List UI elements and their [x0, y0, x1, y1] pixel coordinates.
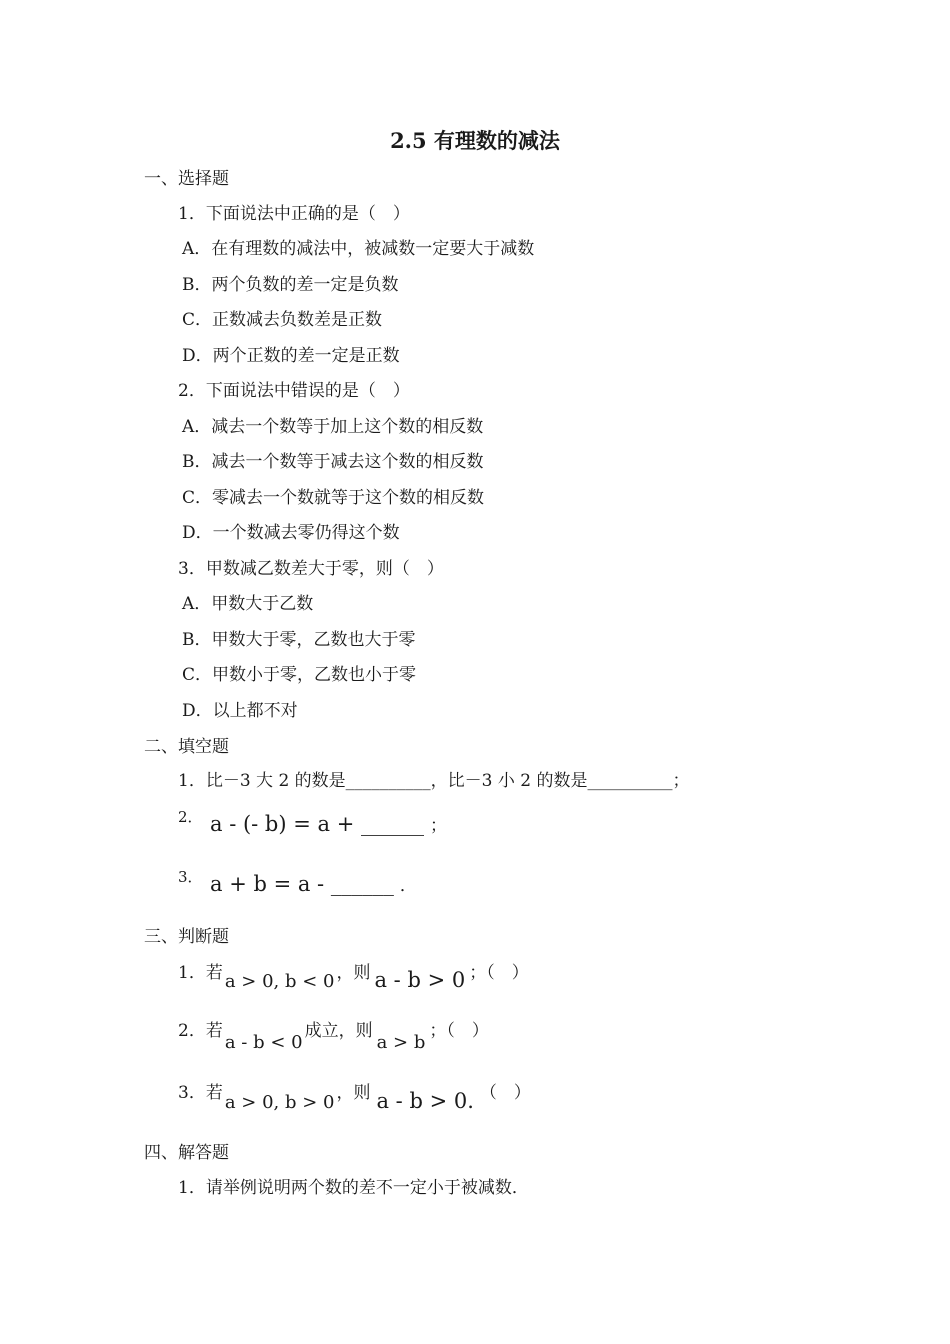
- answer-question-1: 1．请举例说明两个数的差不一定小于被减数．: [178, 1178, 529, 1198]
- fill-q3-tail: ．: [399, 876, 417, 896]
- q1-option-d: D．两个正数的差一定是正数: [182, 346, 400, 366]
- judge-q3-prefix: 3．若: [178, 1083, 223, 1103]
- judge-q2-mid: 成立，则: [304, 1021, 373, 1041]
- q3-option-a: A．甲数大于乙数: [182, 594, 314, 614]
- q3-option-d: D．以上都不对: [182, 701, 298, 721]
- judge-q2-prefix: 2．若: [178, 1021, 223, 1041]
- judge-q2-conclusion: a > b: [376, 1032, 426, 1053]
- fill-q3-expression: [210, 871, 417, 896]
- judge-q2-tail: ；（ ）: [429, 1021, 489, 1041]
- fill-q2-expr-text: a - (- b) = a + ______: [210, 812, 424, 836]
- section-heading-fill: 二、填空题: [144, 737, 229, 757]
- q2-option-a: A．减去一个数等于加上这个数的相反数: [182, 417, 484, 437]
- judge-q1-tail: ；（ ）: [469, 963, 529, 983]
- question-2-stem: 2．下面说法中错误的是（ ）: [178, 381, 410, 401]
- judge-question-2: [178, 1016, 489, 1053]
- section-heading-answer: 四、解答题: [144, 1143, 229, 1163]
- question-1-stem: 1．下面说法中正确的是（ ）: [178, 204, 410, 224]
- judge-q3-conclusion: a - b > 0.: [376, 1089, 474, 1113]
- judge-question-3: [178, 1078, 531, 1113]
- q3-option-b: B．甲数大于零，乙数也大于零: [182, 630, 416, 650]
- fill-q2-expression: [210, 811, 447, 836]
- judge-question-1: [178, 958, 529, 992]
- judge-q3-condition: a > 0, b > 0: [224, 1092, 335, 1113]
- fill-q3-expr-text: a + b = a - ______: [210, 872, 394, 896]
- section-heading-choice: 一、选择题: [144, 169, 229, 189]
- q1-option-c: C．正数减去负数差是正数: [182, 310, 383, 330]
- q3-option-c: C．甲数小于零，乙数也小于零: [182, 665, 417, 685]
- judge-q1-prefix: 1．若: [178, 963, 223, 983]
- q1-option-a: A．在有理数的减法中，被减数一定要大于减数: [182, 239, 535, 259]
- judge-q2-condition: a - b < 0: [224, 1032, 303, 1053]
- judge-q1-conclusion: a - b > 0: [374, 968, 466, 992]
- question-3-stem: 3．甲数减乙数差大于零，则（ ）: [178, 559, 444, 579]
- fill-q3-number: 3．: [178, 868, 203, 886]
- q1-option-b: B．两个负数的差一定是负数: [182, 275, 399, 295]
- judge-q1-condition: a > 0, b < 0: [224, 971, 335, 992]
- q2-option-c: C．零减去一个数就等于这个数的相反数: [182, 488, 485, 508]
- fill-question-2: [178, 806, 203, 827]
- page-title: 2.5 有理数的减法: [390, 128, 560, 153]
- fill-q2-number: 2．: [178, 808, 203, 826]
- q2-option-d: D．一个数减去零仍得这个数: [182, 523, 400, 543]
- judge-q1-mid: ，则: [336, 963, 371, 983]
- section-heading-judge: 三、判断题: [144, 927, 229, 947]
- judge-q3-mid: ，则: [336, 1083, 371, 1103]
- judge-q3-tail: （ ）: [479, 1083, 531, 1103]
- fill-q2-tail: ；: [429, 816, 447, 836]
- q2-option-b: B．减去一个数等于减去这个数的相反数: [182, 452, 484, 472]
- fill-question-1: 1．比－3 大 2 的数是__________，比－3 小 2 的数是__________；: [178, 771, 690, 791]
- fill-question-3: [178, 866, 203, 887]
